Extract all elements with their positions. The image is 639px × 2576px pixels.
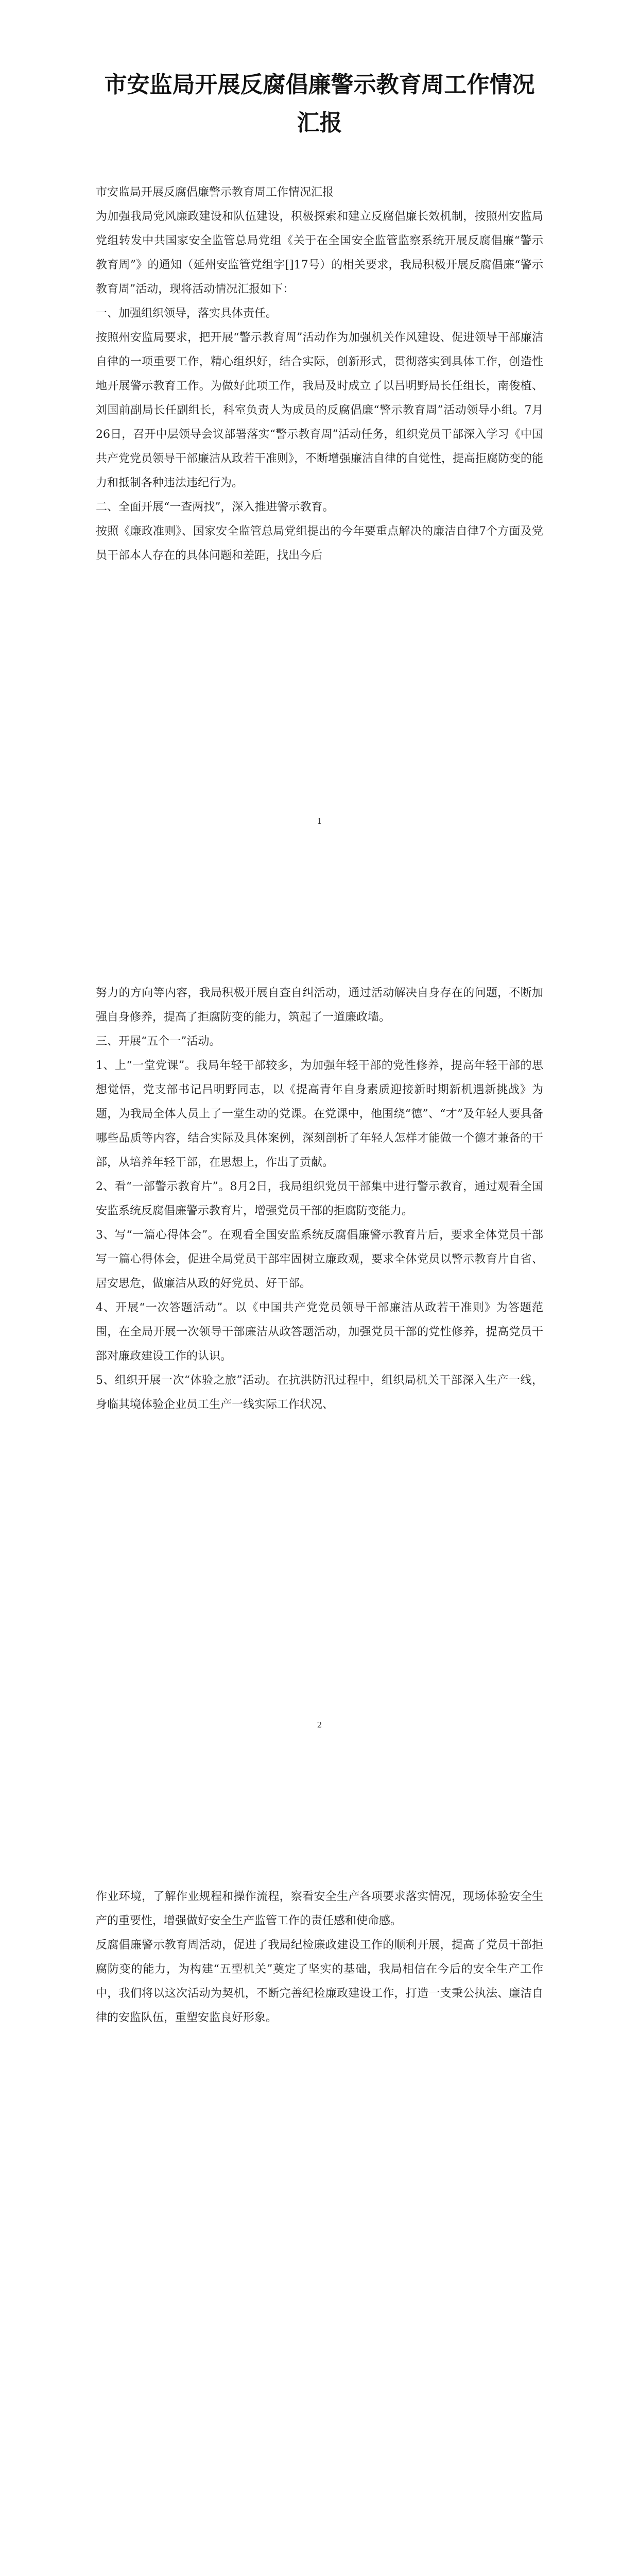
body-paragraph: 努力的方向等内容，我局积极开展自查自纠活动，通过活动解决自身存在的问题，不断加强自身修养，提高了拒腐防变的能力，筑起了一道廉政墙。 bbox=[96, 987, 543, 1024]
body-paragraph: 按照《廉政准则》、国家安全监管总局党组提出的今年要重点解决的廉洁自律7个方面及党员干部本人存在的具体问题和差距，找出今后 bbox=[96, 525, 544, 562]
page-1-body bbox=[96, 180, 543, 568]
page-number: 1 bbox=[317, 817, 322, 826]
section-heading: 一、加强组织领导，落实具体责任。 bbox=[96, 307, 278, 320]
document-page-2 bbox=[0, 904, 639, 1807]
body-paragraph: 市安监局开展反腐倡廉警示教育周工作情况汇报 bbox=[96, 186, 334, 199]
body-paragraph: 3、写“一篇心得体会”。在观看全国安监系统反腐倡廉警示教育片后，要求全体党员干部写一篇心得体会，促进全局党员干部牢固树立廉政观，要求全体党员以警示教育片自省、居安思危，做廉洁从政的好党员、好干部。 bbox=[96, 1229, 543, 1290]
document-page-3 bbox=[0, 1807, 639, 2576]
body-paragraph: 1、上“一堂党课”。我局年轻干部较多，为加强年轻干部的党性修养，提高年轻干部的思想觉悟，党支部书记吕明野同志，以《提高青年自身素质迎接新时期新机遇新挑战》为题，为我局全体人员上了一堂生动的党课。在党课中，他围绕“德”、“才”及年轻人要具备哪些品质等内容，结合实际及具体案例，深刻剖析了年轻人怎样才能做一个德才兼备的干部，从培养年轻干部，在思想上，作出了贡献。 bbox=[96, 1059, 543, 1169]
body-paragraph: 反腐倡廉警示教育周活动，促进了我局纪检廉政建设工作的顺利开展，提高了党员干部拒腐防变的能力，为构建“五型机关”奠定了坚实的基础，我局相信在今后的安全生产工作中，我们将以这次活动为契机，不断完善纪检廉政建设工作，打造一支秉公执法、廉洁自律的安监队伍，重塑安监良好形象。 bbox=[96, 1939, 543, 2024]
section-heading: 三、开展“五个一”活动。 bbox=[96, 1035, 221, 1048]
document-page-1 bbox=[0, 0, 639, 904]
body-paragraph: 5、组织开展一次“体验之旅”活动。在抗洪防汛过程中，组织局机关干部深入生产一线，身临其境体验企业员工生产一线实际工作状况、 bbox=[96, 1374, 543, 1411]
page-number: 2 bbox=[317, 1720, 322, 1730]
document-title: 市安监局开展反腐倡廉警示教育周工作情况汇报 bbox=[104, 72, 535, 136]
body-paragraph: 作业环境，了解作业规程和操作流程，察看安全生产各项要求落实情况，现场体验安全生产的重要性，增强做好安全生产监管工作的责任感和使命感。 bbox=[96, 1890, 543, 1927]
body-paragraph: 4、开展“一次答题活动”。以《中国共产党党员领导干部廉洁从政若干准则》为答题范围，在全局开展一次领导干部廉洁从政答题活动，加强党员干部的党性修养，提高党员干部对廉政建设工作的认识。 bbox=[96, 1301, 543, 1363]
body-paragraph: 2、看“一部警示教育片”。8月2日，我局组织党员干部集中进行警示教育，通过观看全国安监系统反腐倡廉警示教育片，增强党员干部的拒腐防变能力。 bbox=[96, 1180, 543, 1217]
body-paragraph: 按照州安监局要求，把开展“警示教育周”活动作为加强机关作风建设、促进领导干部廉洁自律的一项重要工作，精心组织好，结合实际，创新形式，贯彻落实到具体工作，创造性地开展警示教育工作。为做好此项工作，我局及时成立了以吕明野局长任组长，南俊植、刘国前副局长任副组长，科室负责人为成员的反腐倡廉“警示教育周”活动领导小组。7月26日，召开中层领导会议部署落实“警示教育周”活动任务，组织党员干部深入学习《中国共产党党员领导干部廉洁从政若干准则》，不断增强廉洁自律的自觉性，提高拒腐防变的能力和抵制各种违法违纪行为。 bbox=[96, 331, 544, 489]
section-heading: 二、全面开展“一查两找”，深入推进警示教育。 bbox=[96, 501, 334, 514]
body-paragraph: 为加强我局党风廉政建设和队伍建设，积极探索和建立反腐倡廉长效机制，按照州安监局党组转发中共国家安全监管总局党组《关于在全国安全监管监察系统开展反腐倡廉“警示教育周”》的通知（延州安监管党组字[]17号）的相关要求，我局积极开展反腐倡廉“警示教育周”活动，现将活动情况汇报如下： bbox=[96, 210, 543, 296]
page-2-body bbox=[96, 981, 543, 1417]
page-3-body bbox=[96, 1885, 543, 2030]
